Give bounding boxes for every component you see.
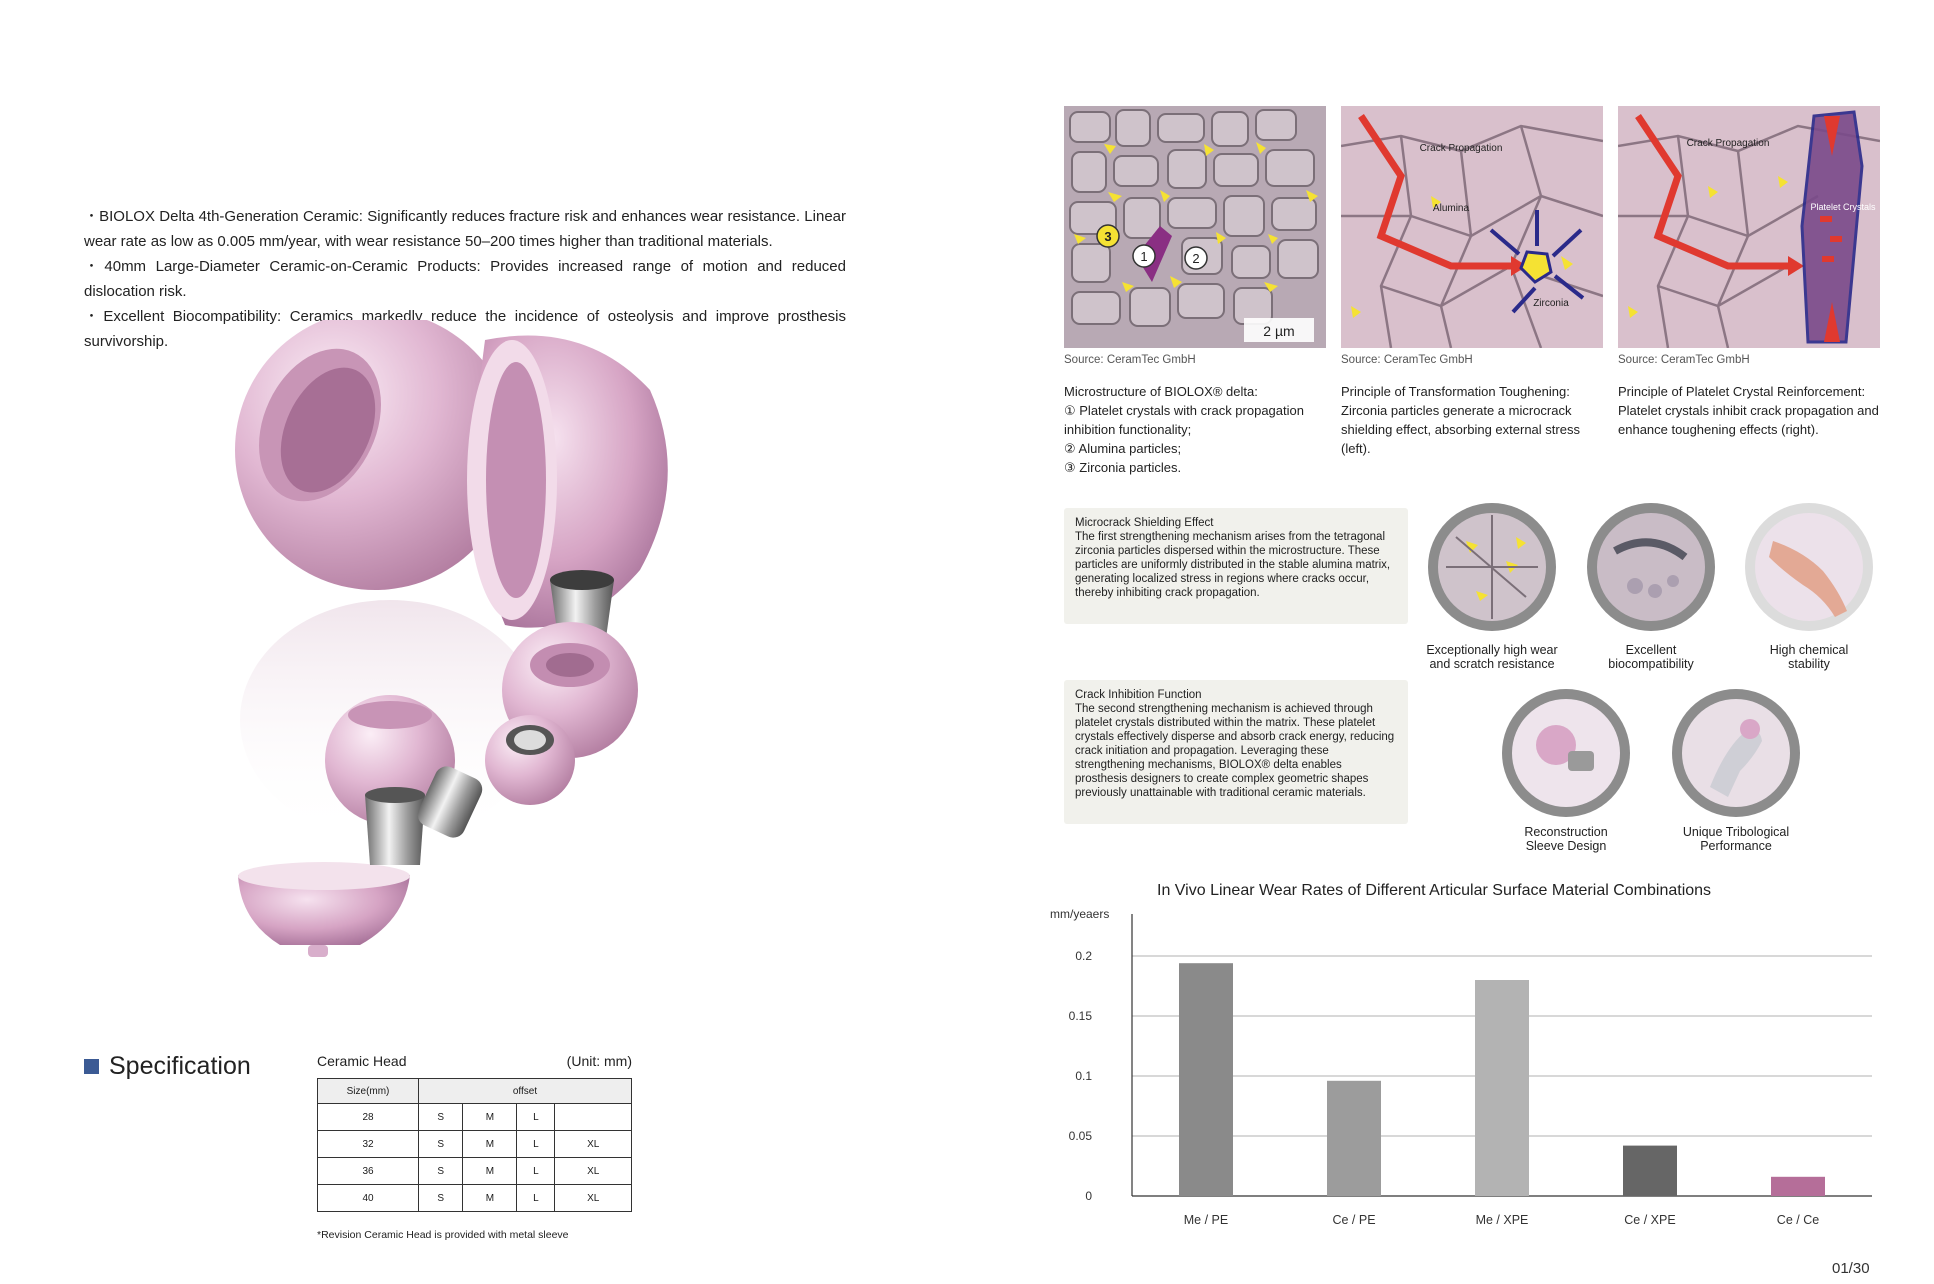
y-tick-label: 0.2 — [1075, 949, 1092, 963]
feature-label-line: Sleeve Design — [1525, 839, 1607, 853]
specification-title: Specification — [109, 1052, 251, 1080]
table-cell: 36 — [318, 1158, 419, 1185]
table-cell: XL — [555, 1131, 632, 1158]
transformation-toughening-image — [1341, 106, 1603, 348]
y-tick-label: 0.05 — [1068, 1129, 1092, 1143]
chart-title: In Vivo Linear Wear Rates of Different Articular Surface Material Combinations — [1157, 882, 1712, 899]
table-cell: L — [517, 1185, 555, 1212]
bar-me-xpe — [1475, 980, 1529, 1196]
caption-microstructure — [1064, 382, 1334, 477]
table-cell: 28 — [318, 1104, 419, 1131]
table-cell: S — [419, 1131, 463, 1158]
x-tick-label: Ce / XPE — [1624, 1213, 1676, 1227]
table-cell: M — [463, 1104, 517, 1131]
table-cell: M — [463, 1158, 517, 1185]
y-tick-label: 0.1 — [1075, 1069, 1092, 1083]
table-cell: S — [419, 1185, 463, 1212]
source-label-3: Source: CeramTec GmbH — [1618, 354, 1750, 366]
x-tick-label: Me / PE — [1183, 1213, 1229, 1227]
caption-line: Principle of Platelet Crystal Reinforcement: Platelet crystals inhibit crack propagation and enhance toughening effects (right). — [1618, 384, 1879, 437]
table-cell: M — [463, 1185, 517, 1212]
crack-inhibition-box — [1064, 680, 1408, 824]
spec-header-size: Size(mm) — [318, 1079, 419, 1104]
caption-line: ① Platelet crystals with crack propagation inhibition functionality; — [1064, 403, 1304, 437]
wear-resistance-icon — [1426, 501, 1558, 633]
caption-line: Principle of Transformation Toughening: Zirconia particles generate a microcrack shielding effect, absorbing external stress (left). — [1341, 384, 1580, 456]
ceramic-products-image — [220, 320, 740, 1040]
spec-table-header — [317, 1053, 632, 1069]
y-axis-label: mm/yeaers — [1050, 907, 1110, 921]
feature-label-line: Excellent — [1625, 643, 1677, 657]
feature-label-wear — [1407, 643, 1577, 671]
caption-line: Microstructure of BIOLOX® delta: — [1064, 384, 1258, 399]
tribological-performance-icon — [1670, 687, 1802, 819]
marker-1: 1 — [1140, 249, 1148, 264]
bar-ce-ce — [1771, 1177, 1825, 1196]
intro-bullet-1: ・BIOLOX Delta 4th-Generation Ceramic: Significantly reduces fracture risk and enhances wear resistance. Linear wear rate as low as 0.005 mm/year, with wear resistance 50–200 times higher than traditional materials. — [84, 208, 846, 250]
y-tick-label: 0.15 — [1068, 1009, 1092, 1023]
page-number: 01/30 — [1832, 1260, 1870, 1277]
table-cell: 40 — [318, 1185, 419, 1212]
table-cell: S — [419, 1158, 463, 1185]
specification-heading — [84, 1052, 251, 1081]
table-cell — [555, 1104, 632, 1131]
table-cell: S — [419, 1104, 463, 1131]
spec-table-header-row — [318, 1079, 632, 1104]
feature-label-line: and scratch resistance — [1429, 657, 1555, 671]
bar-ce-xpe — [1623, 1146, 1677, 1196]
label-crack-propagation-2: Crack Propagation — [1686, 138, 1770, 149]
label-crack-propagation: Crack Propagation — [1419, 143, 1503, 154]
table-cell: XL — [555, 1185, 632, 1212]
source-label-1: Source: CeramTec GmbH — [1064, 354, 1196, 366]
spec-table-unit: (Unit: mm) — [566, 1053, 632, 1069]
bar-ce-pe — [1327, 1081, 1381, 1196]
microstructure-image — [1064, 106, 1326, 348]
spec-table-title: Ceramic Head — [317, 1053, 407, 1069]
x-tick-label: Ce / PE — [1332, 1213, 1376, 1227]
heading-square-icon — [84, 1059, 99, 1074]
microcrack-shielding-box — [1064, 508, 1408, 624]
table-cell: L — [517, 1104, 555, 1131]
table-cell: M — [463, 1131, 517, 1158]
biocompatibility-icon — [1585, 501, 1717, 633]
table-cell: XL — [555, 1158, 632, 1185]
table-cell: L — [517, 1158, 555, 1185]
feature-label-tribological — [1651, 825, 1821, 853]
platelet-reinforcement-image — [1618, 106, 1880, 348]
caption-transformation — [1341, 382, 1611, 458]
feature-label-sleeve — [1481, 825, 1651, 853]
scale-bar-label: 2 µm — [1263, 323, 1295, 339]
feature-label-line: Reconstruction — [1524, 825, 1608, 839]
feature-label-line: stability — [1788, 657, 1830, 671]
box-body: The second strengthening mechanism is achieved through platelet crystals distributed within the matrix. These platelet crystals effectively disperse and absorb crack energy, reducing crack initiation and propagation. Leveraging these strengthening mechanisms, BIOLOX® delta enables prosthesis designers to create complex geometric shapes previously unattainable with traditional ceramic materials. — [1075, 703, 1395, 799]
label-platelet-crystals: Platelet Crystals — [1810, 202, 1876, 212]
caption-platelet — [1618, 382, 1888, 439]
chemical-stability-icon — [1743, 501, 1875, 633]
y-tick-label: 0 — [1085, 1189, 1092, 1203]
sleeve-design-icon — [1500, 687, 1632, 819]
feature-label-line: Performance — [1700, 839, 1772, 853]
table-row — [318, 1185, 632, 1212]
table-cell: L — [517, 1131, 555, 1158]
wear-rate-chart — [1050, 900, 1880, 1240]
caption-line: ③ Zirconia particles. — [1064, 460, 1182, 475]
table-row — [318, 1131, 632, 1158]
source-label-2: Source: CeramTec GmbH — [1341, 354, 1473, 366]
marker-2: 2 — [1192, 251, 1200, 266]
intro-bullet-2: ・40mm Large-Diameter Ceramic-on-Ceramic Products: Provides increased range of motion and reduced dislocation risk. — [84, 258, 846, 300]
box-title: Microcrack Shielding Effect — [1075, 517, 1214, 529]
bar-me-pe — [1179, 963, 1233, 1196]
feature-label-line: Unique Tribological — [1682, 825, 1790, 839]
spec-table — [317, 1078, 632, 1212]
intro-bullet-3: ・Excellent Biocompatibility: Ceramics markedly reduce the incidence of osteolysis and improve prosthesis survivorship. — [84, 308, 846, 350]
feature-label-line: biocompatibility — [1608, 657, 1694, 671]
spec-header-offset: offset — [419, 1079, 632, 1104]
caption-line: ② Alumina particles; — [1064, 441, 1182, 456]
feature-label-line: High chemical — [1769, 643, 1849, 657]
feature-label-line: Exceptionally high wear — [1426, 643, 1558, 657]
table-row — [318, 1158, 632, 1185]
table-row — [318, 1104, 632, 1131]
label-alumina: Alumina — [1432, 203, 1470, 214]
feature-label-biocompatibility — [1566, 643, 1736, 671]
box-body: The first strengthening mechanism arises from the tetragonal zirconia particles dispersed within the microstructure. These particles are uniformly distributed in the stable alumina matrix, generating localized stress in regions where cracks occur, thereby inhibiting crack propagation. — [1075, 531, 1391, 599]
x-tick-label: Ce / Ce — [1776, 1213, 1820, 1227]
marker-3: 3 — [1104, 229, 1112, 244]
x-tick-label: Me / XPE — [1475, 1213, 1529, 1227]
feature-label-chemical — [1724, 643, 1894, 671]
box-title: Crack Inhibition Function — [1075, 689, 1202, 701]
label-zirconia: Zirconia — [1533, 298, 1569, 309]
spec-note: *Revision Ceramic Head is provided with metal sleeve — [317, 1229, 569, 1241]
table-cell: 32 — [318, 1131, 419, 1158]
